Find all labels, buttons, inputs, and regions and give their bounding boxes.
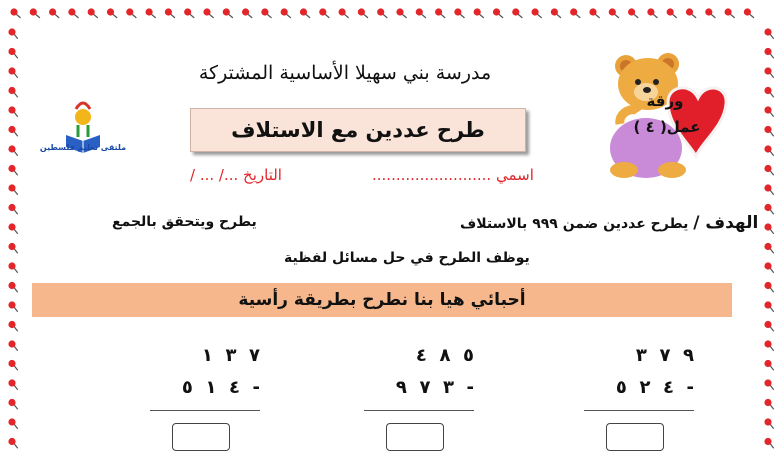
pin-needle (770, 229, 774, 234)
pin-needle (151, 14, 156, 18)
teddy-bear-heart-icon (598, 52, 728, 180)
logo-caption: ملتقى تعليم فلسطين (39, 143, 127, 152)
pin-needle (770, 424, 774, 429)
pin-icon (764, 379, 771, 386)
pin-needle (14, 424, 18, 429)
pin-icon (8, 165, 15, 172)
pin-icon (764, 165, 771, 172)
pin-needle (14, 229, 18, 234)
pin-needle (653, 14, 658, 18)
pin-needle (14, 405, 18, 410)
pin-icon (203, 8, 210, 15)
pin-icon (454, 8, 461, 15)
pin-needle (14, 34, 18, 39)
pin-icon (30, 8, 37, 15)
pin-needle (749, 14, 754, 18)
pin-icon (8, 399, 15, 406)
answer-line (364, 410, 474, 411)
pin-icon (764, 126, 771, 133)
pin-needle (267, 14, 272, 18)
pin-icon (10, 8, 17, 15)
worksheet-number: عمل( ٤ ) (633, 118, 701, 136)
pin-needle (537, 14, 542, 18)
pin-needle (770, 366, 774, 371)
pin-needle (14, 112, 18, 117)
pin-icon (551, 8, 558, 15)
pin-icon (764, 106, 771, 113)
pin-needle (325, 14, 330, 18)
pin-needle (518, 14, 523, 18)
pin-needle (770, 327, 774, 332)
pin-icon (8, 282, 15, 289)
name-field[interactable]: اسمي ......................... (372, 166, 534, 184)
date-field[interactable]: التاريخ .../ ... / (190, 166, 282, 184)
pin-needle (14, 307, 18, 312)
pin-icon (8, 184, 15, 191)
pin-icon (146, 8, 153, 15)
pin-needle (14, 93, 18, 98)
pin-icon (8, 126, 15, 133)
pin-icon (764, 223, 771, 230)
pin-icon (435, 8, 442, 15)
pin-icon (126, 8, 133, 15)
pin-icon (8, 321, 15, 328)
pin-needle (14, 444, 18, 449)
pin-icon (339, 8, 346, 15)
pin-icon (764, 243, 771, 250)
pin-icon (764, 301, 771, 308)
worksheet-label: ورقة (646, 92, 684, 110)
pin-icon (764, 145, 771, 152)
subtrahend: ٣ ٧ ٩ - (395, 377, 474, 398)
pin-icon (512, 8, 519, 15)
pin-needle (14, 346, 18, 351)
pin-needle (441, 14, 446, 18)
pin-needle (306, 14, 311, 18)
pin-icon (8, 145, 15, 152)
subtrahend: ٤ ٢ ٥ - (615, 377, 694, 398)
pin-icon (8, 204, 15, 211)
worksheet-title: طرح عددين مع الاستلاف (190, 108, 526, 152)
pin-icon (570, 8, 577, 15)
pin-needle (711, 14, 716, 18)
pin-icon (493, 8, 500, 15)
pin-needle (499, 14, 504, 18)
pin-needle (286, 14, 291, 18)
pin-needle (770, 405, 774, 410)
pin-icon (764, 418, 771, 425)
pin-needle (460, 14, 465, 18)
pin-icon (764, 399, 771, 406)
pin-needle (16, 14, 21, 18)
pin-needle (614, 14, 619, 18)
pin-icon (647, 8, 654, 15)
pin-icon (8, 106, 15, 113)
pin-icon (764, 87, 771, 94)
pin-icon (88, 8, 95, 15)
pin-needle (14, 73, 18, 78)
answer-box[interactable] (172, 423, 230, 451)
pin-icon (300, 8, 307, 15)
pin-needle (228, 14, 233, 18)
pin-needle (209, 14, 214, 18)
pin-icon (8, 418, 15, 425)
pin-needle (14, 132, 18, 137)
minuend: ٩ ٧ ٣ (635, 345, 694, 366)
pin-icon (242, 8, 249, 15)
pin-needle (479, 14, 484, 18)
pin-icon (8, 262, 15, 269)
answer-box[interactable] (606, 423, 664, 451)
pin-icon (319, 8, 326, 15)
pin-icon (68, 8, 75, 15)
pin-needle (14, 210, 18, 215)
pin-needle (132, 14, 137, 18)
pin-needle (556, 14, 561, 18)
goal-line (460, 213, 758, 233)
pin-needle (421, 14, 426, 18)
pin-needle (14, 327, 18, 332)
pin-icon (8, 438, 15, 445)
subtraction-problem (584, 340, 694, 404)
pin-icon (764, 67, 771, 74)
pin-icon (8, 223, 15, 230)
pin-icon (609, 8, 616, 15)
pin-icon (358, 8, 365, 15)
pin-icon (165, 8, 172, 15)
pin-needle (74, 14, 79, 18)
goal-text-1: يطرح عددين ضمن ٩٩٩ بالاستلاف (460, 216, 694, 232)
pin-needle (14, 190, 18, 195)
school-name: مدرسة بني سهيلا الأساسية المشتركة (198, 62, 492, 84)
pin-needle (672, 14, 677, 18)
pin-needle (770, 444, 774, 449)
pin-needle (770, 249, 774, 254)
pin-needle (770, 346, 774, 351)
pin-needle (770, 268, 774, 273)
pin-needle (770, 190, 774, 195)
pin-needle (770, 93, 774, 98)
pin-needle (344, 14, 349, 18)
pin-needle (14, 54, 18, 59)
pin-icon (764, 340, 771, 347)
pin-needle (770, 54, 774, 59)
pin-icon (764, 48, 771, 55)
pin-needle (35, 14, 40, 18)
pin-icon (8, 360, 15, 367)
pin-needle (14, 288, 18, 293)
pin-needle (770, 210, 774, 215)
pin-icon (474, 8, 481, 15)
pin-icon (667, 8, 674, 15)
pin-icon (628, 8, 635, 15)
pin-icon (764, 321, 771, 328)
goal-label: الهدف / (693, 213, 759, 233)
pin-needle (692, 14, 697, 18)
pin-icon (686, 8, 693, 15)
pin-needle (634, 14, 639, 18)
pin-needle (770, 34, 774, 39)
pin-icon (8, 87, 15, 94)
pin-needle (363, 14, 368, 18)
pin-icon (281, 8, 288, 15)
pin-icon (589, 8, 596, 15)
minuend: ٥ ٨ ٤ (415, 345, 474, 366)
pin-icon (8, 379, 15, 386)
answer-line (584, 410, 694, 411)
minuend: ٧ ٣ ١ (201, 345, 260, 366)
pin-icon (396, 8, 403, 15)
pin-needle (576, 14, 581, 18)
pin-icon (8, 28, 15, 35)
pin-needle (14, 366, 18, 371)
pin-icon (107, 8, 114, 15)
answer-line (150, 410, 260, 411)
goal-text-3: يوظف الطرح في حل مسائل لفظية (284, 250, 530, 266)
pin-needle (730, 14, 735, 18)
pin-icon (532, 8, 539, 15)
pin-icon (261, 8, 268, 15)
pin-needle (770, 132, 774, 137)
instruction-banner: أحبائي هيا بنا نطرح بطريقة رأسية (32, 283, 732, 317)
pin-needle (770, 307, 774, 312)
pin-icon (8, 243, 15, 250)
pin-needle (595, 14, 600, 18)
pin-icon (705, 8, 712, 15)
answer-box[interactable] (386, 423, 444, 451)
pin-needle (55, 14, 60, 18)
pin-icon (764, 204, 771, 211)
pin-needle (402, 14, 407, 18)
pin-needle (14, 268, 18, 273)
pin-icon (764, 28, 771, 35)
subtraction-problem (150, 340, 260, 404)
pin-needle (14, 385, 18, 390)
pin-icon (8, 301, 15, 308)
pin-icon (764, 282, 771, 289)
pin-needle (190, 14, 195, 18)
pin-icon (8, 67, 15, 74)
pin-icon (8, 340, 15, 347)
pin-icon (764, 262, 771, 269)
pin-icon (49, 8, 56, 15)
pin-needle (93, 14, 98, 18)
pin-needle (383, 14, 388, 18)
pin-needle (170, 14, 175, 18)
pin-needle (14, 171, 18, 176)
pin-needle (770, 151, 774, 156)
pin-needle (770, 73, 774, 78)
pin-icon (744, 8, 751, 15)
subtraction-problem (364, 340, 474, 404)
pin-icon (416, 8, 423, 15)
pin-needle (770, 288, 774, 293)
pin-icon (184, 8, 191, 15)
pin-needle (113, 14, 118, 18)
pin-needle (248, 14, 253, 18)
pin-needle (770, 112, 774, 117)
pin-needle (14, 151, 18, 156)
subtrahend: ٤ ١ ٥ - (181, 377, 260, 398)
pin-icon (764, 184, 771, 191)
pin-needle (770, 385, 774, 390)
pin-needle (14, 249, 18, 254)
pin-needle (770, 171, 774, 176)
pin-icon (377, 8, 384, 15)
pin-icon (223, 8, 230, 15)
pin-icon (8, 48, 15, 55)
pin-icon (725, 8, 732, 15)
goal-text-2: يطرح ويتحقق بالجمع (112, 214, 257, 230)
pin-icon (764, 360, 771, 367)
pin-icon (764, 438, 771, 445)
